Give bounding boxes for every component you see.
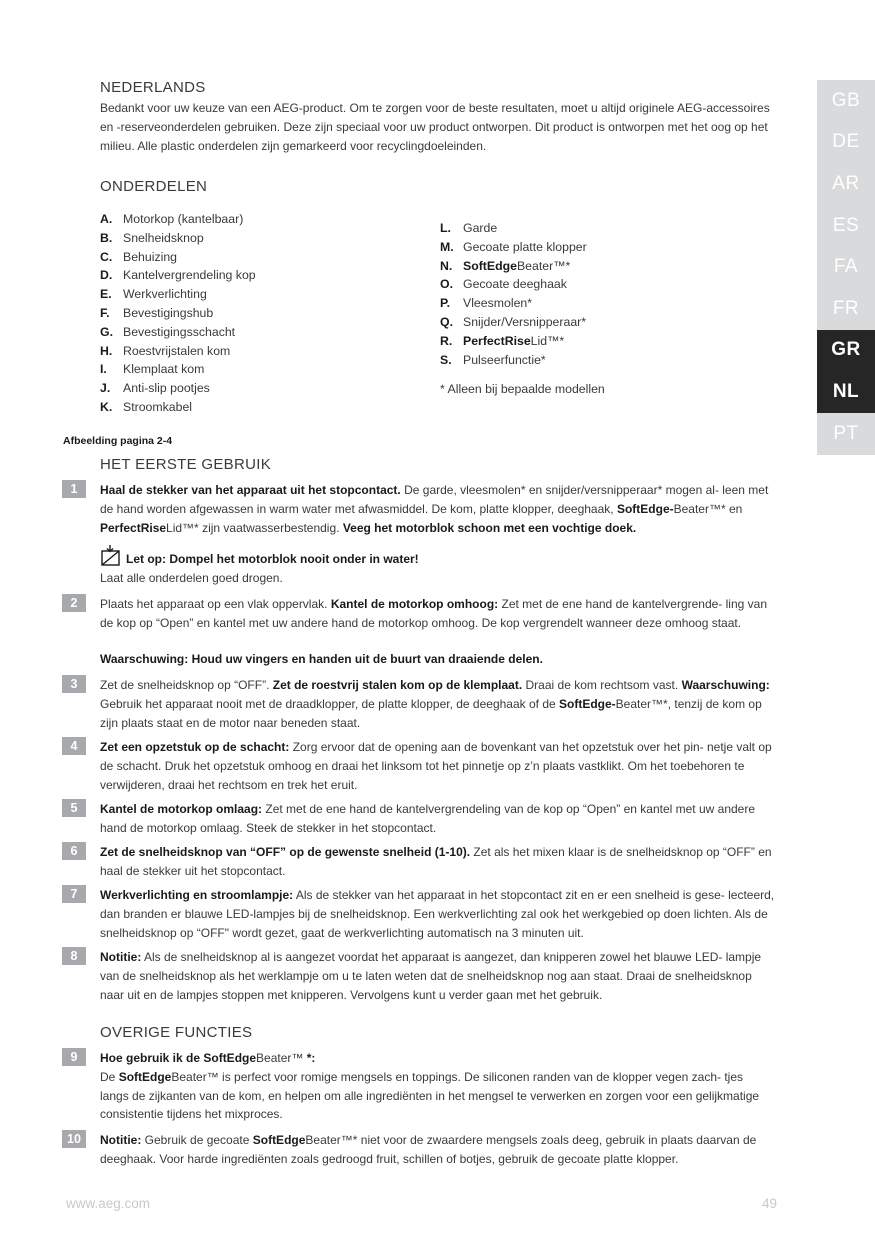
part-key: K. — [100, 399, 113, 414]
parts-heading: ONDERDELEN — [100, 178, 208, 195]
part-label: Pulseerfunctie* — [463, 352, 546, 367]
part-key: C. — [100, 249, 113, 264]
lang-tab-gb: GB — [831, 89, 861, 111]
step-5-text: Kantel de motorkop omlaag: Zet met de ene hand de kantelvergrendeling van de kop op “Open” en kantel met uw andere hand de motorkop omlaag. Steek de stekker in het stopcontact. — [100, 802, 756, 835]
part-label: SoftEdgeBeater™* — [463, 258, 571, 273]
part-item — [100, 323, 256, 342]
parts-footnote: * Alleen bij bepaalde modellen — [440, 382, 605, 396]
figure-label: Afbeelding pagina 2-4 — [63, 435, 173, 447]
part-key: H. — [100, 343, 113, 358]
part-item — [440, 313, 587, 332]
footer-url: www.aeg.com — [66, 1196, 151, 1211]
language-tabs — [817, 80, 875, 455]
part-label: Bevestigingshub — [123, 305, 214, 320]
step-number: 10 — [62, 1130, 86, 1148]
part-label: Stroomkabel — [123, 399, 193, 414]
part-label: Motorkop (kantelbaar) — [123, 212, 244, 226]
part-key: Q. — [440, 314, 453, 329]
step-10-text: Notitie: Gebruik de gecoate SoftEdgeBeater™* niet voor de zwaardere mengsels zoals deeg, gebruik in plaats daarvan de deeghaak. Voor harde ingrediënten zoals gedroogd fruit, schillen of botjes, gebruik de gecoate platte klopper. — [100, 1133, 757, 1166]
page-number: 49 — [762, 1196, 778, 1211]
part-label: PerfectRiseLid™* — [463, 333, 565, 348]
part-key: A. — [100, 212, 113, 226]
part-key: D. — [100, 268, 113, 283]
part-item — [100, 379, 256, 398]
part-item — [100, 398, 256, 417]
part-key: M. — [440, 239, 454, 254]
part-item — [100, 285, 256, 304]
step-number: 1 — [62, 480, 86, 498]
part-label: Klemplaat kom — [123, 362, 205, 377]
part-key: G. — [100, 324, 113, 339]
step-number: 4 — [62, 737, 86, 755]
part-label: Snelheidsknop — [123, 230, 204, 245]
lang-tab-de: DE — [832, 131, 860, 153]
step-2-text: Plaats het apparaat op een vlak oppervlak. Kantel de motorkop omhoog: Zet met de ene hand de kantelvergrende- ling van de kop op “Open” en kantel met uw andere hand de motorkop omhoog. De kop vergrendelt wanneer deze omhoog staat. — [100, 597, 767, 630]
part-key: R. — [440, 333, 453, 348]
parts-list-left — [100, 210, 256, 417]
lang-tab-fr: FR — [832, 297, 860, 319]
lang-tab-ar: AR — [832, 172, 860, 194]
part-key: F. — [100, 305, 110, 320]
part-item — [440, 257, 587, 276]
part-label: Bevestigingsschacht — [123, 324, 236, 339]
step-number: 7 — [62, 885, 86, 903]
intro-text: Bedankt voor uw keuze van een AEG-product. Om te zorgen voor de beste resultaten, moet u altijd originele AEG-accessoires en -reserveonderdelen gebruiken. Deze zijn speciaal voor uw product ontworpen. Dit product is ontworpen met het oog op het milieu. Alle plastic onderdelen zijn gemarkeerd voor recyclingdoeleinden. — [100, 101, 770, 153]
part-label: Roestvrijstalen kom — [123, 343, 231, 358]
part-item — [100, 342, 256, 361]
part-item — [440, 219, 587, 238]
part-key: P. — [440, 296, 451, 311]
step-9-text: Hoe gebruik ik de SoftEdgeBeater™ *: De SoftEdgeBeater™ is perfect voor romige mengsels en toppings. De siliconen randen van de klopper vegen zach- tjes langs de zijkanten van de kom, en helpen om alle ingrediënten in het mengsel te verwerken en zorgen voor een gelijkmatige consistentie tijdens het mixproces. — [100, 1051, 760, 1122]
part-label: Werkverlichting — [123, 287, 207, 302]
step-3-text: Zet de snelheidsknop op “OFF”. Zet de roestvrij stalen kom op de klemplaat. Draai de kom rechtsom vast. Waarschuwing: Gebruik het apparaat nooit met de draadklopper, de platte klopper, de deeghaak of de SoftEdge-Beater™*, tenzij de kom op zijn plaats staat en de motor naar beneden staat. — [100, 678, 770, 730]
part-item — [100, 266, 256, 285]
step-number: 8 — [62, 947, 86, 965]
part-item — [100, 248, 256, 267]
lang-tab-fa: FA — [833, 256, 859, 278]
step-number: 3 — [62, 675, 86, 693]
step-number: 9 — [62, 1048, 86, 1066]
step-2-warning: Waarschuwing: Houd uw vingers en handen uit de buurt van draaiende delen. — [100, 652, 543, 666]
part-label: Gecoate deeghaak — [463, 277, 567, 292]
part-item — [440, 238, 587, 257]
first-use-heading: HET EERSTE GEBRUIK — [100, 456, 271, 473]
part-label: Gecoate platte klopper — [463, 239, 587, 254]
part-label: Behuizing — [123, 249, 178, 264]
part-item — [440, 275, 587, 294]
no-immersion-icon — [100, 545, 124, 567]
part-key: O. — [440, 277, 453, 292]
part-label: Garde — [463, 221, 498, 235]
part-item — [100, 229, 256, 248]
part-label: Vleesmolen* — [463, 296, 533, 311]
part-item — [440, 332, 587, 351]
step-number: 2 — [62, 594, 86, 612]
dry-note: Laat alle onderdelen goed drogen. — [100, 571, 283, 585]
part-item — [100, 360, 256, 379]
part-key: E. — [100, 287, 112, 302]
part-item — [100, 304, 256, 323]
other-functions-heading: OVERIGE FUNCTIES — [100, 1024, 253, 1041]
part-item — [100, 210, 256, 229]
parts-list-right — [440, 219, 587, 369]
part-key: S. — [440, 352, 452, 367]
part-item — [440, 351, 587, 370]
lang-tab-gr: GR — [817, 330, 875, 372]
part-key: L. — [440, 221, 451, 235]
language-heading: NEDERLANDS — [100, 79, 206, 96]
step-number: 5 — [62, 799, 86, 817]
lang-tab-pt: PT — [833, 422, 859, 444]
lang-tab-es: ES — [832, 214, 860, 236]
lang-tab-nl: NL — [817, 371, 875, 413]
part-key: B. — [100, 230, 113, 245]
part-label: Snijder/Versnipperaar* — [463, 314, 587, 329]
warning-line — [100, 545, 419, 567]
part-label: Anti-slip pootjes — [123, 381, 210, 396]
water-warning: Let op: Dompel het motorblok nooit onder in water! — [126, 552, 419, 566]
step-8-text: Notitie: Als de snelheidsknop al is aangezet voordat het apparaat is aangezet, dan knipperen zowel het blauwe LED- lampje van de snelheidsknop als het werklampje om u te laten weten dat de snelheidsknop nog aan staat. Draai de snelheidsknop naar uit en de lampjes stoppen met knipperen. Vervolgens kunt u verder gaan met het gebruik. — [100, 950, 762, 1002]
step-number: 6 — [62, 842, 86, 860]
part-label: Kantelvergrendeling kop — [123, 268, 256, 283]
part-key: J. — [100, 381, 111, 396]
step-7-text: Werkverlichting en stroomlampje: Als de stekker van het apparaat in het stopcontact zit en er een snelheid is gese- lecteerd, dan branden er blauwe LED-lampjes bij de snelheidsknop. Een werkverlichting zal ook het werkgebied op doen lichten. Als de snelheidsknop op “OFF" wordt gezet, gaat de werkverlichting automatisch na 3 minuten uit. — [100, 888, 775, 940]
step-4-text: Zet een opzetstuk op de schacht: Zorg ervoor dat de opening aan de bovenkant van het opzetstuk over het pin- netje valt op de schacht. Druk het opzetstuk omhoog en draai het linksom tot het pinnetje op z’n plaats vastklikt. Om het toebehoren te verwijderen, draai het rechtsom en trek het eruit. — [100, 740, 772, 792]
step-1-text: Haal de stekker van het apparaat uit het stopcontact. De garde, vleesmolen* en snijder/versnipperaar* mogen al- leen met de hand worden afgewassen in warm water met afwasmiddel. De kom, platte klopper, deeghaak, SoftEdge-Beater™* en PerfectRiseLid™* zijn vaatwasserbestendig. Veeg het motorblok schoon met een vochtige doek. — [100, 483, 769, 535]
part-key: I. — [100, 362, 107, 377]
part-item — [440, 294, 587, 313]
step-6-text: Zet de snelheidsknop van “OFF” op de gewenste snelheid (1-10). Zet als het mixen klaar is de snelheidsknop op “OFF” en haal de stekker uit het stopcontact. — [100, 845, 772, 878]
part-key: N. — [440, 258, 453, 273]
